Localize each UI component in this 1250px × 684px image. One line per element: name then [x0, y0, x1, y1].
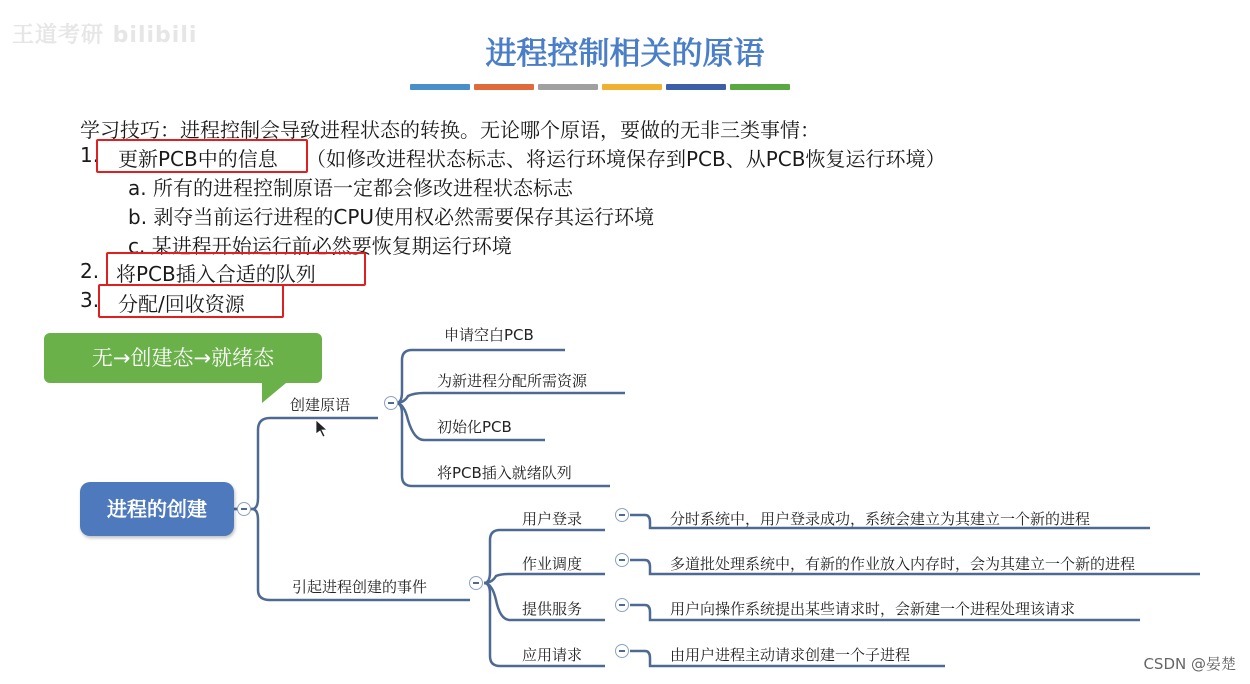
creation-events-collapse-icon[interactable] — [469, 576, 483, 590]
event-desc-2: 多道批处理系统中，有新的作业放入内存时，会为其建立一个新的进程 — [670, 555, 1136, 573]
event-label-4[interactable]: 应用请求 — [522, 646, 583, 664]
branch-create-primitive[interactable]: 创建原语 — [290, 396, 351, 414]
callout-pointer — [262, 383, 286, 403]
event-label-3[interactable]: 提供服务 — [522, 600, 583, 618]
csdn-credit: CSDN @晏楚 — [1143, 655, 1236, 673]
item2-boxed-text: 将PCB插入合适的队列 — [116, 262, 316, 286]
page-title: 进程控制相关的原语 — [485, 36, 765, 72]
watermark: 王道考研 bilibili — [12, 23, 198, 48]
intro-text: 学习技巧：进程控制会导致进程状态的转换。无论哪个原语，要做的无非三类事情： — [80, 118, 820, 142]
connector-root-to-create — [234, 418, 378, 509]
item1-sub-a: a. 所有的进程控制原语一定都会修改进程状态标志 — [128, 176, 573, 200]
event-label-2[interactable]: 作业调度 — [522, 555, 583, 573]
item3-number: 3. — [80, 288, 100, 312]
create-step-4[interactable]: 将PCB插入就绪队列 — [437, 464, 572, 482]
event-desc-1: 分时系统中，用户登录成功，系统会建立为其建立一个新的进程 — [670, 510, 1091, 528]
event-4-collapse-icon[interactable] — [615, 644, 629, 658]
branch-creation-events[interactable]: 引起进程创建的事件 — [292, 578, 428, 596]
event-1-collapse-icon[interactable] — [615, 508, 629, 522]
root-collapse-icon[interactable] — [237, 502, 251, 516]
connector-create-2 — [396, 393, 625, 403]
item1-sub-b: b. 剥夺当前运行进程的CPU使用权必然需要保存其运行环境 — [128, 205, 655, 229]
item3-boxed-text: 分配/回收资源 — [118, 292, 245, 316]
item1-rest-text: （如修改进程状态标志、将运行环境保存到PCB、从PCB恢复运行环境） — [306, 147, 946, 171]
state-transition-callout: 无→创建态→就绪态 — [44, 333, 322, 383]
create-primitive-collapse-icon[interactable] — [384, 396, 398, 410]
event-desc-4: 由用户进程主动请求创建一个子进程 — [670, 646, 911, 664]
mouse-cursor-icon — [316, 420, 327, 437]
event-3-collapse-icon[interactable] — [615, 598, 629, 612]
create-step-2[interactable]: 为新进程分配所需资源 — [437, 372, 588, 390]
connector-events-2 — [484, 574, 605, 583]
create-step-1[interactable]: 申请空白PCB — [444, 326, 534, 344]
item1-boxed-text: 更新PCB中的信息 — [118, 147, 278, 171]
event-2-collapse-icon[interactable] — [615, 553, 629, 567]
item2-number: 2. — [80, 259, 100, 283]
create-step-3[interactable]: 初始化PCB — [437, 418, 512, 436]
item1-number: 1. — [80, 143, 100, 167]
root-node[interactable]: 进程的创建 — [80, 482, 234, 536]
event-desc-3: 用户向操作系统提出某些请求时，会新建一个进程处理该请求 — [670, 600, 1076, 618]
item1-sub-c: c. 某进程开始运行前必然要恢复期运行环境 — [128, 234, 512, 258]
event-label-1[interactable]: 用户登录 — [522, 510, 583, 528]
